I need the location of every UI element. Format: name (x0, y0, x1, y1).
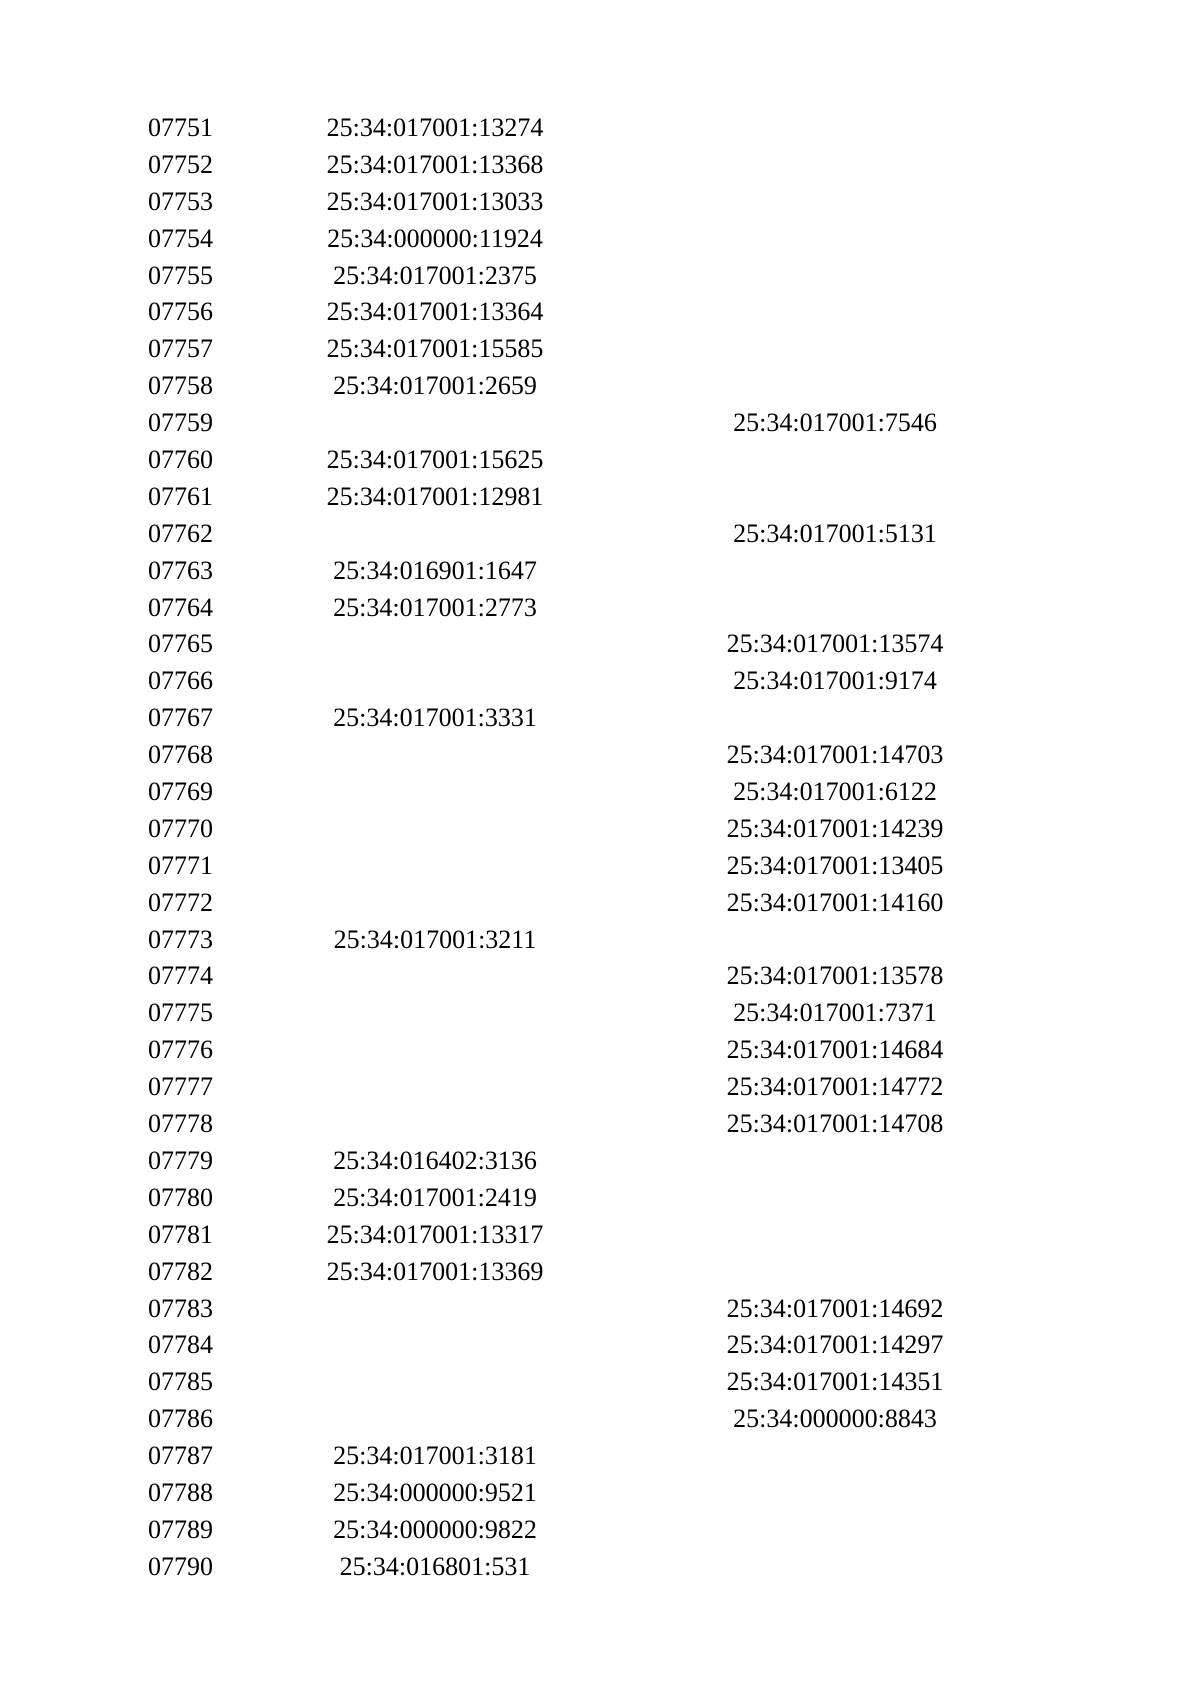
table-row (0, 1180, 1200, 1217)
table-row (0, 1438, 1200, 1475)
row-number: 07763 (148, 555, 213, 585)
cadastral-number-column-2: 25:34:017001:14708 (726, 1109, 944, 1139)
row-number: 07790 (148, 1551, 213, 1581)
cadastral-number-column-1: 25:34:017001:13033 (326, 186, 544, 216)
cadastral-number-column-2: 25:34:017001:14239 (726, 813, 944, 843)
cadastral-number-table (0, 110, 1200, 1586)
row-number: 07772 (148, 887, 213, 917)
table-row (0, 1143, 1200, 1180)
cadastral-number-column-1: 25:34:017001:2419 (333, 1182, 537, 1212)
cadastral-number-column-2: 25:34:017001:5131 (733, 518, 937, 548)
cadastral-number-column-2: 25:34:017001:14351 (726, 1367, 944, 1397)
row-number: 07752 (148, 149, 213, 179)
table-row (0, 774, 1200, 811)
row-number: 07771 (148, 850, 213, 880)
cadastral-number-column-2: 25:34:017001:14692 (726, 1293, 944, 1323)
row-number: 07785 (148, 1367, 213, 1397)
cadastral-number-column-2: 25:34:017001:9174 (733, 666, 937, 696)
table-row (0, 221, 1200, 258)
table-row (0, 368, 1200, 405)
cadastral-number-column-1: 25:34:017001:2659 (333, 371, 537, 401)
table-row (0, 1549, 1200, 1586)
cadastral-number-column-2: 25:34:017001:7371 (733, 998, 937, 1028)
row-number: 07773 (148, 924, 213, 954)
row-number: 07778 (148, 1109, 213, 1139)
table-row (0, 811, 1200, 848)
row-number: 07768 (148, 740, 213, 770)
table-row (0, 110, 1200, 147)
table-row (0, 1106, 1200, 1143)
table-row (0, 184, 1200, 221)
cadastral-number-column-2: 25:34:017001:6122 (733, 777, 937, 807)
cadastral-number-column-1: 25:34:000000:9822 (333, 1514, 537, 1544)
row-number: 07777 (148, 1072, 213, 1102)
row-number: 07776 (148, 1035, 213, 1065)
cadastral-number-column-1: 25:34:017001:13317 (326, 1219, 544, 1249)
cadastral-number-column-2: 25:34:017001:14684 (726, 1035, 944, 1065)
table-row (0, 1401, 1200, 1438)
table-row (0, 1512, 1200, 1549)
cadastral-number-column-2: 25:34:017001:14297 (726, 1330, 944, 1360)
row-number: 07781 (148, 1219, 213, 1249)
cadastral-number-column-2: 25:34:017001:13578 (726, 961, 944, 991)
cadastral-number-column-1: 25:34:016801:531 (339, 1551, 531, 1581)
row-number: 07784 (148, 1330, 213, 1360)
row-number: 07757 (148, 334, 213, 364)
table-row (0, 1069, 1200, 1106)
table-row (0, 1327, 1200, 1364)
cadastral-number-column-1: 25:34:017001:3181 (333, 1441, 537, 1471)
row-number: 07751 (148, 113, 213, 142)
row-number: 07766 (148, 666, 213, 696)
row-number: 07775 (148, 998, 213, 1028)
table-row (0, 553, 1200, 590)
table-row (0, 147, 1200, 184)
row-number: 07782 (148, 1256, 213, 1286)
cadastral-number-column-1: 25:34:017001:3211 (333, 924, 537, 954)
cadastral-number-column-1: 25:34:017001:13369 (326, 1256, 544, 1286)
table-row (0, 700, 1200, 737)
row-number: 07758 (148, 371, 213, 401)
cadastral-number-column-1: 25:34:017001:12981 (326, 481, 544, 511)
cadastral-number-column-1: 25:34:017001:15585 (326, 334, 544, 364)
row-number: 07765 (148, 629, 213, 659)
table-row (0, 1475, 1200, 1512)
cadastral-number-column-2: 25:34:017001:14703 (726, 740, 944, 770)
row-number: 07755 (148, 260, 213, 290)
row-number: 07756 (148, 297, 213, 327)
row-number: 07774 (148, 961, 213, 991)
table-row (0, 885, 1200, 922)
table-row (0, 479, 1200, 516)
row-number: 07789 (148, 1514, 213, 1544)
row-number: 07783 (148, 1293, 213, 1323)
table-row (0, 958, 1200, 995)
table-row (0, 626, 1200, 663)
cadastral-number-column-1: 25:34:017001:2375 (333, 260, 537, 290)
row-number: 07767 (148, 703, 213, 733)
table-row (0, 922, 1200, 959)
row-number: 07780 (148, 1182, 213, 1212)
row-number: 07786 (148, 1404, 213, 1434)
cadastral-number-column-2: 25:34:017001:14772 (726, 1072, 944, 1102)
table-row (0, 294, 1200, 331)
table-row (0, 442, 1200, 479)
table-row (0, 737, 1200, 774)
table-row (0, 405, 1200, 442)
cadastral-number-column-1: 25:34:017001:3331 (333, 703, 537, 733)
row-number: 07760 (148, 445, 213, 475)
table-row (0, 331, 1200, 368)
table-row (0, 995, 1200, 1032)
table-row (0, 1217, 1200, 1254)
table-row (0, 848, 1200, 885)
row-number: 07762 (148, 518, 213, 548)
cadastral-number-column-2: 25:34:017001:13405 (726, 850, 944, 880)
cadastral-number-column-2: 25:34:017001:7546 (733, 408, 937, 438)
table-row (0, 663, 1200, 700)
table-row (0, 1364, 1200, 1401)
cadastral-number-column-1: 25:34:017001:15625 (326, 445, 544, 475)
cadastral-number-column-2: 25:34:000000:8843 (733, 1404, 937, 1434)
row-number: 07764 (148, 592, 213, 622)
cadastral-number-column-1: 25:34:016901:1647 (333, 555, 537, 585)
table-row (0, 1032, 1200, 1069)
row-number: 07754 (148, 223, 213, 253)
table-row (0, 516, 1200, 553)
cadastral-number-column-1: 25:34:000000:11924 (327, 223, 543, 253)
row-number: 07769 (148, 777, 213, 807)
table-row (0, 1254, 1200, 1291)
table-row (0, 590, 1200, 627)
cadastral-number-column-1: 25:34:017001:2773 (333, 592, 537, 622)
cadastral-number-column-1: 25:34:000000:9521 (333, 1477, 537, 1507)
cadastral-number-column-2: 25:34:017001:14160 (726, 887, 944, 917)
table-row (0, 258, 1200, 295)
cadastral-number-column-2: 25:34:017001:13574 (726, 629, 944, 659)
row-number: 07761 (148, 481, 213, 511)
cadastral-number-column-1: 25:34:017001:13364 (326, 297, 544, 327)
cadastral-number-column-1: 25:34:017001:13274 (326, 113, 544, 142)
row-number: 07759 (148, 408, 213, 438)
row-number: 07787 (148, 1441, 213, 1471)
row-number: 07753 (148, 186, 213, 216)
row-number: 07770 (148, 813, 213, 843)
row-number: 07779 (148, 1145, 213, 1175)
row-number: 07788 (148, 1477, 213, 1507)
cadastral-number-column-1: 25:34:017001:13368 (326, 149, 544, 179)
table-row (0, 1291, 1200, 1328)
cadastral-number-column-1: 25:34:016402:3136 (333, 1145, 537, 1175)
